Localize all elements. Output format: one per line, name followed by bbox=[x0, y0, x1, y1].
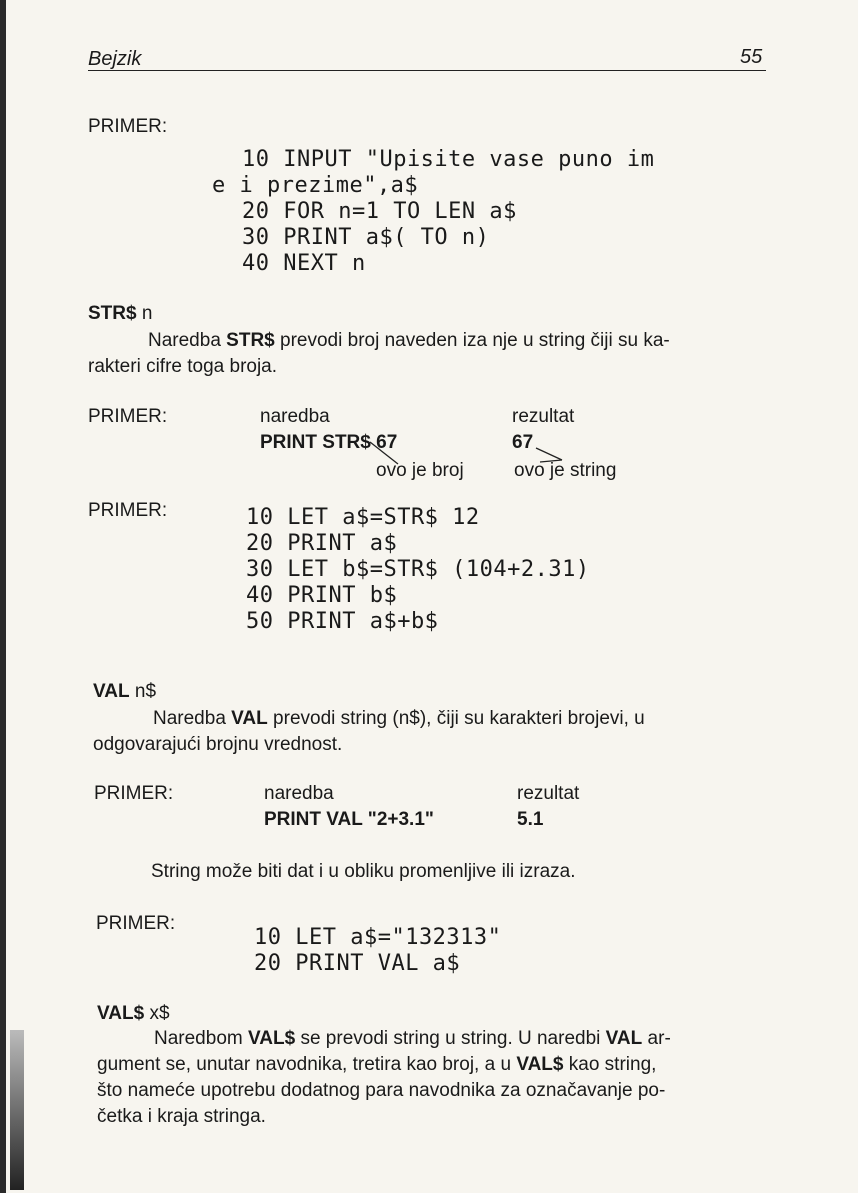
example-label: PRIMER: bbox=[88, 500, 168, 521]
code-line: 20 PRINT VAL a$ bbox=[254, 951, 461, 976]
section-heading-val: VAL n$ bbox=[93, 681, 157, 702]
code-line: 10 LET a$=STR$ 12 bbox=[246, 505, 480, 530]
section-heading-vals: VAL$ x$ bbox=[97, 1003, 170, 1024]
code-line: 50 PRINT a$+b$ bbox=[246, 609, 439, 634]
code-line: 40 NEXT n bbox=[242, 251, 366, 276]
running-header-title: Bejzik bbox=[88, 48, 142, 70]
result-example: 5.1 bbox=[517, 809, 544, 830]
annotation: ovo je string bbox=[514, 460, 617, 481]
example-label: PRIMER: bbox=[88, 406, 168, 427]
paragraph: Naredba VAL prevodi string (n$), čiji su karakteri brojevi, u bbox=[153, 708, 645, 729]
paragraph: što nameće upotrebu dodatnog para navodnika za označavanje po- bbox=[97, 1080, 666, 1101]
code-line: 10 LET a$="132313" bbox=[254, 925, 502, 950]
column-header: rezultat bbox=[517, 783, 580, 804]
paragraph: Naredba STR$ prevodi broj naveden iza nje u string čiji su ka- bbox=[148, 330, 670, 351]
paragraph: gument se, unutar navodnika, tretira kao broj, a u VAL$ kao string, bbox=[97, 1054, 657, 1075]
code-line: 20 PRINT a$ bbox=[246, 531, 398, 556]
example-label: PRIMER: bbox=[88, 116, 168, 137]
page-number: 55 bbox=[740, 46, 763, 68]
section-heading-str: STR$ n bbox=[88, 303, 153, 324]
code-line: 10 INPUT "Upisite vase puno im bbox=[242, 147, 655, 172]
example-label: PRIMER: bbox=[96, 913, 176, 934]
column-header: naredba bbox=[264, 783, 334, 804]
code-line: 40 PRINT b$ bbox=[246, 583, 398, 608]
paragraph: Naredbom VAL$ se prevodi string u string. U naredbi VAL ar- bbox=[154, 1028, 671, 1049]
paragraph: rakteri cifre toga broja. bbox=[88, 356, 278, 377]
code-line: 20 FOR n=1 TO LEN a$ bbox=[242, 199, 517, 224]
paragraph: četka i kraja stringa. bbox=[97, 1106, 266, 1127]
column-header: rezultat bbox=[512, 406, 575, 427]
code-line: 30 LET b$=STR$ (104+2.31) bbox=[246, 557, 590, 582]
result-example: 67 bbox=[512, 432, 534, 453]
column-header: naredba bbox=[260, 406, 330, 427]
command-example: PRINT VAL "2+3.1" bbox=[264, 809, 434, 830]
code-line: 30 PRINT a$( TO n) bbox=[242, 225, 490, 250]
code-line: e i prezime",a$ bbox=[212, 173, 419, 198]
paragraph: String može biti dat i u obliku promenljive ili izraza. bbox=[151, 861, 576, 882]
paragraph: odgovarajući brojnu vrednost. bbox=[93, 734, 343, 755]
annotation: ovo je broj bbox=[376, 460, 464, 481]
example-label: PRIMER: bbox=[94, 783, 174, 804]
command-example: PRINT STR$ 67 bbox=[260, 432, 398, 453]
